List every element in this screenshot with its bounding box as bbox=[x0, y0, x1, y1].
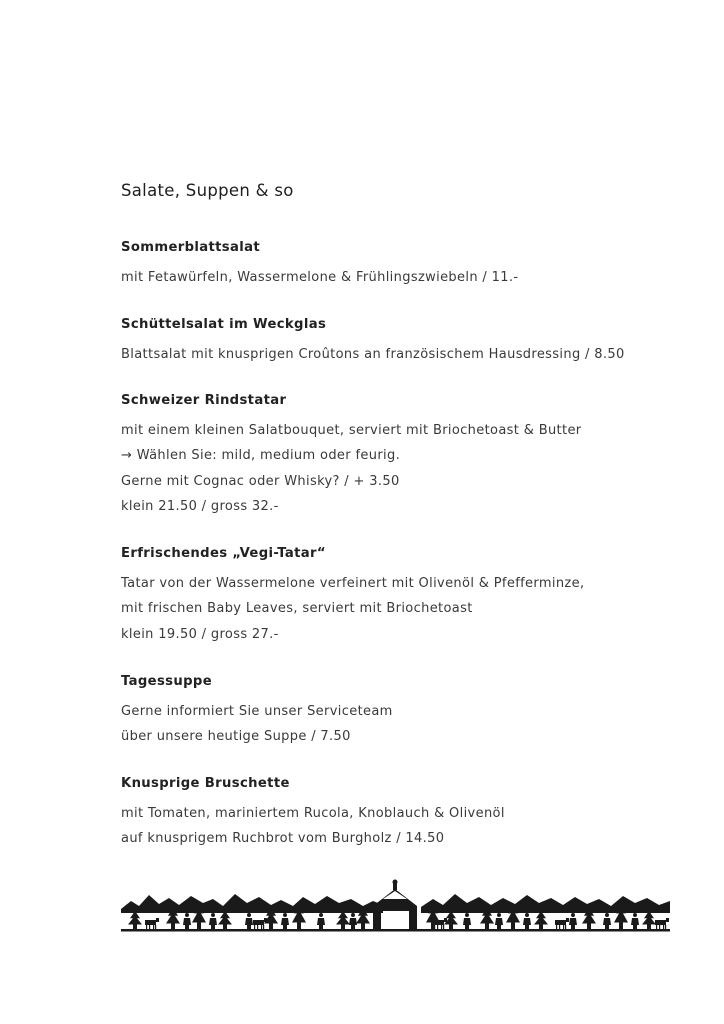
dish-name: Erfrischendes „Vegi-Tatar“ bbox=[121, 546, 326, 561]
chalet-bell bbox=[393, 880, 398, 885]
dish-price: auf knusprigem Ruchbrot vom Burgholz / 14.50 bbox=[121, 831, 445, 846]
person-figure-icon bbox=[281, 913, 289, 929]
dish-sommerblattsalat bbox=[121, 239, 681, 290]
fir-tree-icon bbox=[218, 911, 232, 929]
fir-tree-icon bbox=[128, 911, 142, 929]
fir-tree-icon bbox=[336, 911, 350, 929]
dish-description: mit frischen Baby Leaves, serviert mit Briochetoast bbox=[121, 601, 473, 616]
dish-name: Knusprige Bruschette bbox=[121, 776, 290, 791]
dish-description: Tatar von der Wassermelone verfeinert mit Olivenöl & Pfefferminze, bbox=[121, 575, 585, 591]
chalet-window bbox=[383, 891, 407, 899]
dish-tagessuppe bbox=[121, 673, 681, 750]
dish-description: mit Tomaten, mariniertem Rucola, Knoblauch & Olivenöl bbox=[121, 805, 505, 821]
dish-name: Schweizer Rindstatar bbox=[121, 393, 287, 408]
mountain-range-right bbox=[421, 894, 670, 913]
person-figure-icon bbox=[463, 913, 471, 929]
person-figure-icon bbox=[569, 913, 577, 929]
person-figure-icon bbox=[603, 913, 611, 929]
dish-bruschette bbox=[121, 775, 681, 852]
dish-description: Gerne informiert Sie unser Serviceteam bbox=[121, 703, 393, 719]
person-figure-icon bbox=[209, 913, 217, 929]
person-figure-icon bbox=[245, 913, 253, 929]
dish-price: über unsere heutige Suppe / 7.50 bbox=[121, 729, 351, 744]
dish-description: mit Fetawürfeln, Wassermelone & Frühlingszwiebeln / 11.- bbox=[121, 269, 519, 285]
cow-figure-icon bbox=[555, 918, 569, 929]
fir-tree-icon bbox=[534, 911, 548, 929]
person-figure-icon bbox=[317, 913, 325, 929]
dish-rindstatar bbox=[121, 392, 681, 520]
cow-figure-icon bbox=[655, 918, 669, 929]
section-title: Salate, Suppen & so bbox=[121, 181, 294, 200]
dish-price: klein 21.50 / gross 32.- bbox=[121, 499, 279, 514]
dish-option: → Wählen Sie: mild, medium oder feurig. bbox=[121, 448, 401, 463]
fir-tree-icon bbox=[642, 911, 656, 929]
dish-vegi-tatar bbox=[121, 545, 681, 647]
person-figure-icon bbox=[495, 913, 503, 929]
person-figure-icon bbox=[349, 913, 357, 929]
dish-extra: Gerne mit Cognac oder Whisky? / + 3.50 bbox=[121, 473, 400, 489]
dish-description: Blattsalat mit knusprigen Croûtons an französischem Hausdressing / 8.50 bbox=[121, 346, 625, 362]
dish-description: mit einem kleinen Salatbouquet, serviert mit Briochetoast & Butter bbox=[121, 422, 582, 438]
dish-schuettelsalat bbox=[121, 316, 681, 367]
dish-name: Schüttelsalat im Weckglas bbox=[121, 317, 327, 332]
mountain-range bbox=[121, 894, 383, 913]
cow-figure-icon bbox=[145, 918, 159, 929]
person-figure-icon bbox=[523, 913, 531, 929]
person-figure-icon bbox=[183, 913, 191, 929]
person-figure-icon bbox=[631, 913, 639, 929]
dish-name: Tagessuppe bbox=[121, 674, 212, 689]
ground-line bbox=[121, 929, 670, 932]
dish-price: klein 19.50 / gross 27.- bbox=[121, 626, 279, 642]
alpine-papercut-decoration bbox=[121, 879, 670, 935]
dish-name: Sommerblattsalat bbox=[121, 240, 261, 255]
